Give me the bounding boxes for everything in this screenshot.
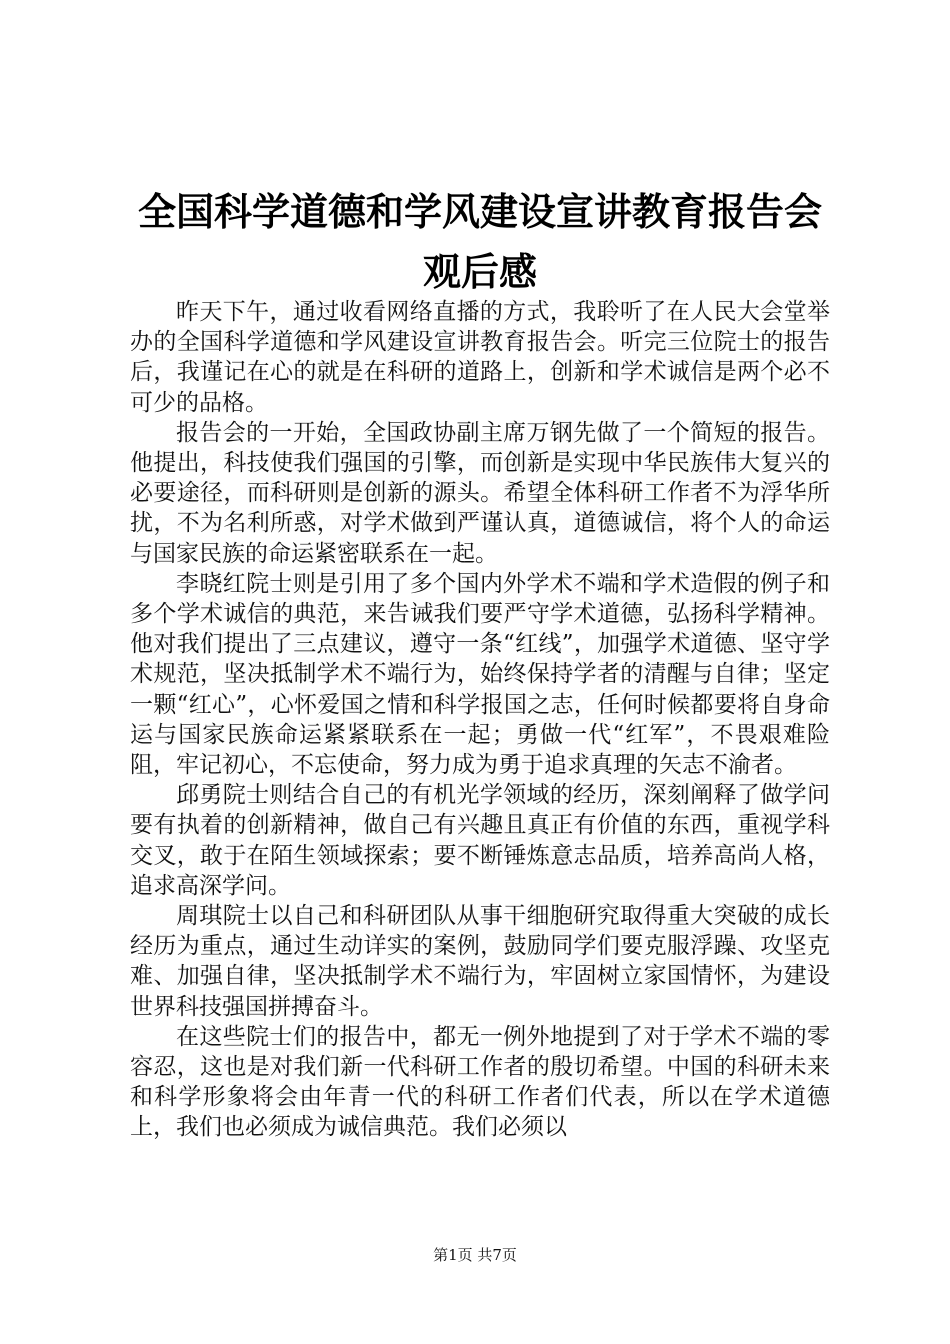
paragraph-4: 邱勇院士则结合自己的有机光学领域的经历，深刻阐释了做学问要有执着的创新精神，做自己有兴趣且真正有价值的东西，重视学科交叉，敢于在陌生领域探索；要不断锤炼意志品质，培养高尚人格，追求高深学问。	[130, 782, 830, 899]
paragraph-6: 在这些院士们的报告中，都无一例外地提到了对于学术不端的零容忍，这也是对我们新一代科研工作者的殷切希望。中国的科研未来和科学形象将会由年青一代的科研工作者们代表，所以在学术道德上，我们也必须成为诚信典范。我们必须以	[130, 1023, 830, 1141]
page-number-footer: 第1页 共7页	[433, 1246, 517, 1264]
paragraph-1: 昨天下午，通过收看网络直播的方式，我聆听了在人民大会堂举办的全国科学道德和学风建设宣讲教育报告会。听完三位院士的报告后，我谨记在心的就是在科研的道路上，创新和学术诚信是两个必不可少的品格。	[130, 299, 830, 416]
paragraph-2: 报告会的一开始，全国政协副主席万钢先做了一个简短的报告。他提出，科技使我们强国的引擎，而创新是实现中华民族伟大复兴的必要途径，而科研则是创新的源头。希望全体科研工作者不为浮华所扰，不为名利所惑，对学术做到严谨认真，道德诚信，将个人的命运与国家民族的命运紧密联系在一起。	[130, 419, 830, 567]
paragraph-3: 李晓红院士则是引用了多个国内外学术不端和学术造假的例子和多个学术诚信的典范，来告诫我们要严守学术道德，弘扬科学精神。他对我们提出了三点建议，遵守一条“红线”，加强学术道德、坚守学术规范，坚决抵制学术不端行为，始终保持学者的清醒与自律；坚定一颗“红心”，心怀爱国之情和科学报国之志，任何时候都要将自身命运与国家民族命运紧紧联系在一起；勇做一代“红军”，不畏艰难险阻，牢记初心，不忘使命，努力成为勇于追求真理的矢志不渝者。	[130, 570, 830, 779]
paragraph-5: 周琪院士以自己和科研团队从事干细胞研究取得重大突破的成长经历为重点，通过生动详实的案例，鼓励同学们要克服浮躁、攻坚克难、加强自律，坚决抵制学术不端行为，牢固树立家国情怀，为建设世界科技强国拼搏奋斗。	[130, 903, 830, 1020]
document-title: 全国科学道德和学风建设宣讲教育报告会观后感	[137, 189, 822, 294]
document-body	[130, 297, 830, 1143]
